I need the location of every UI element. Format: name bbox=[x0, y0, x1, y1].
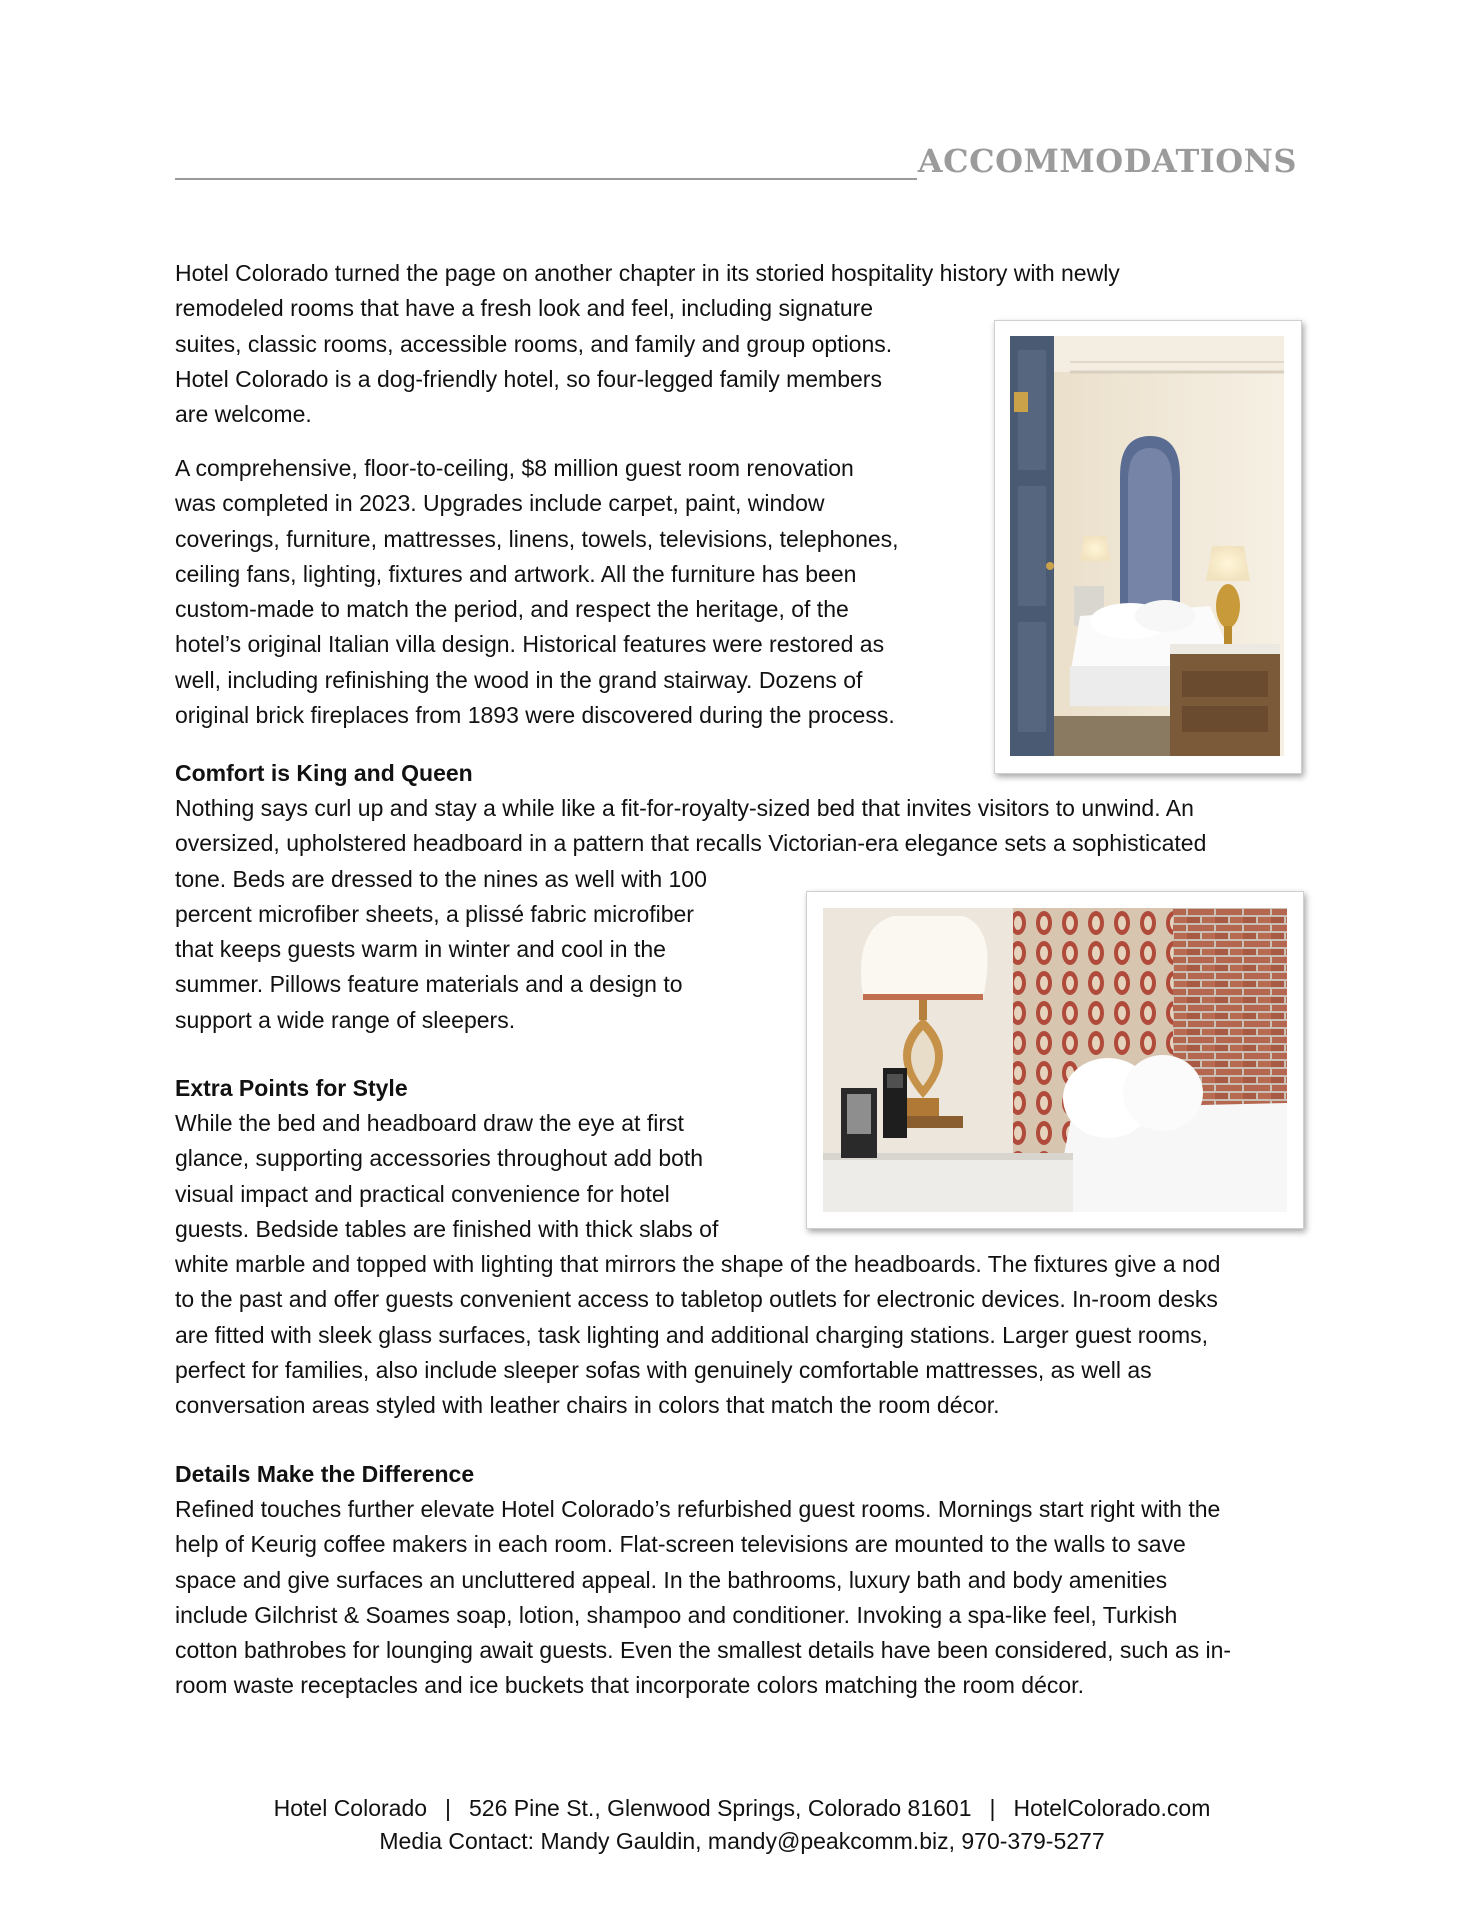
page-header bbox=[175, 138, 1297, 188]
header-rule bbox=[175, 178, 917, 180]
text-line: tone. Beds are dressed to the nines as well with 100 bbox=[175, 865, 707, 892]
text-line: suites, classic rooms, accessible rooms, and family and group options. bbox=[175, 330, 893, 357]
style-paragraph bbox=[175, 1106, 1220, 1424]
text-line: oversized, upholstered headboard in a pattern that recalls Victorian-era elegance sets a sophisticated bbox=[175, 830, 1207, 857]
intro-paragraph-1 bbox=[175, 256, 1120, 432]
text-line: summer. Pillows feature materials and a design to bbox=[175, 971, 683, 998]
footer-hotel-name: Hotel Colorado bbox=[273, 1795, 428, 1821]
text-line: Nothing says curl up and stay a while like a fit-for-royalty-sized bed that invites visitors to unwind. An bbox=[175, 795, 1194, 821]
text-line: percent microfiber sheets, a plissé fabric microfiber bbox=[175, 900, 694, 927]
footer-media-contact: Media Contact: Mandy Gauldin, mandy@peakcomm.biz, 970-379-5277 bbox=[379, 1828, 1105, 1854]
room-photo-door bbox=[994, 320, 1302, 774]
text-line: Refined touches further elevate Hotel Colorado’s refurbished guest rooms. Mornings start right with the bbox=[175, 1496, 1221, 1522]
text-line: are welcome. bbox=[175, 401, 312, 428]
text-line: Hotel Colorado is a dog-friendly hotel, so four-legged family members bbox=[175, 365, 882, 392]
text-line: cotton bathrobes for lounging await guests. Even the smallest details have been considered, such as in- bbox=[175, 1637, 1232, 1664]
text-line: that keeps guests warm in winter and cool in the bbox=[175, 936, 666, 963]
heading-comfort: Comfort is King and Queen bbox=[175, 760, 473, 786]
text-line: are fitted with sleek glass surfaces, task lighting and additional charging stations. Larger guest rooms, bbox=[175, 1321, 1209, 1348]
text-line: original brick fireplaces from 1893 were discovered during the process. bbox=[175, 702, 895, 729]
footer-separator: | bbox=[445, 1795, 452, 1821]
text-line: coverings, furniture, mattresses, linens, towels, televisions, telephones, bbox=[175, 525, 899, 552]
text-line: A comprehensive, floor-to-ceiling, $8 million guest room renovation bbox=[175, 455, 854, 481]
text-line: white marble and topped with lighting that mirrors the shape of the headboards. The fixtures give a nod bbox=[175, 1251, 1221, 1278]
details-paragraph bbox=[175, 1492, 1231, 1704]
text-line: While the bed and headboard draw the eye at first bbox=[175, 1110, 684, 1136]
footer-website-link[interactable]: HotelColorado.com bbox=[1013, 1795, 1211, 1821]
intro-paragraph-2 bbox=[175, 451, 899, 733]
footer-address: 526 Pine St., Glenwood Springs, Colorado 81601 bbox=[469, 1795, 972, 1821]
text-line: conversation areas styled with leather chairs in colors that match the room décor. bbox=[175, 1392, 1000, 1419]
text-line: hotel’s original Italian villa design. Historical features were restored as bbox=[175, 631, 885, 658]
text-line: perfect for families, also include sleeper sofas with genuinely comfortable mattresses, as well as bbox=[175, 1357, 1152, 1384]
text-line: room waste receptacles and ice buckets that incorporate colors matching the room décor. bbox=[175, 1672, 1084, 1699]
text-line: include Gilchrist & Soames soap, lotion, shampoo and conditioner. Invoking a spa-like feel, Turkish bbox=[175, 1601, 1178, 1628]
text-line: visual impact and practical convenience for hotel bbox=[175, 1180, 670, 1207]
text-line: Hotel Colorado turned the page on another chapter in its storied hospitality history with newly bbox=[175, 260, 1120, 286]
text-line: glance, supporting accessories throughout add both bbox=[175, 1145, 704, 1172]
text-line: remodeled rooms that have a fresh look and feel, including signature bbox=[175, 295, 874, 322]
room-photo-door-image bbox=[1010, 336, 1284, 756]
heading-style: Extra Points for Style bbox=[175, 1075, 408, 1101]
text-line: custom-made to match the period, and respect the heritage, of the bbox=[175, 596, 849, 623]
footer-address-line bbox=[0, 1795, 1484, 1822]
text-line: was completed in 2023. Upgrades include carpet, paint, window bbox=[175, 490, 825, 517]
section-title: ACCOMMODATIONS bbox=[917, 142, 1297, 180]
text-line: to the past and offer guests convenient access to tabletop outlets for electronic devices. In-room desks bbox=[175, 1286, 1218, 1313]
text-line: support a wide range of sleepers. bbox=[175, 1006, 516, 1033]
heading-details: Details Make the Difference bbox=[175, 1461, 475, 1487]
text-line: ceiling fans, lighting, fixtures and artwork. All the furniture has been bbox=[175, 560, 857, 587]
text-line: help of Keurig coffee makers in each room. Flat-screen televisions are mounted to the walls to save bbox=[175, 1531, 1186, 1558]
footer-separator: | bbox=[989, 1795, 996, 1821]
text-line: guests. Bedside tables are finished with thick slabs of bbox=[175, 1215, 719, 1242]
text-line: space and give surfaces an uncluttered appeal. In the bathrooms, luxury bath and body amenities bbox=[175, 1566, 1168, 1593]
text-line: well, including refinishing the wood in the grand stairway. Dozens of bbox=[175, 666, 863, 693]
